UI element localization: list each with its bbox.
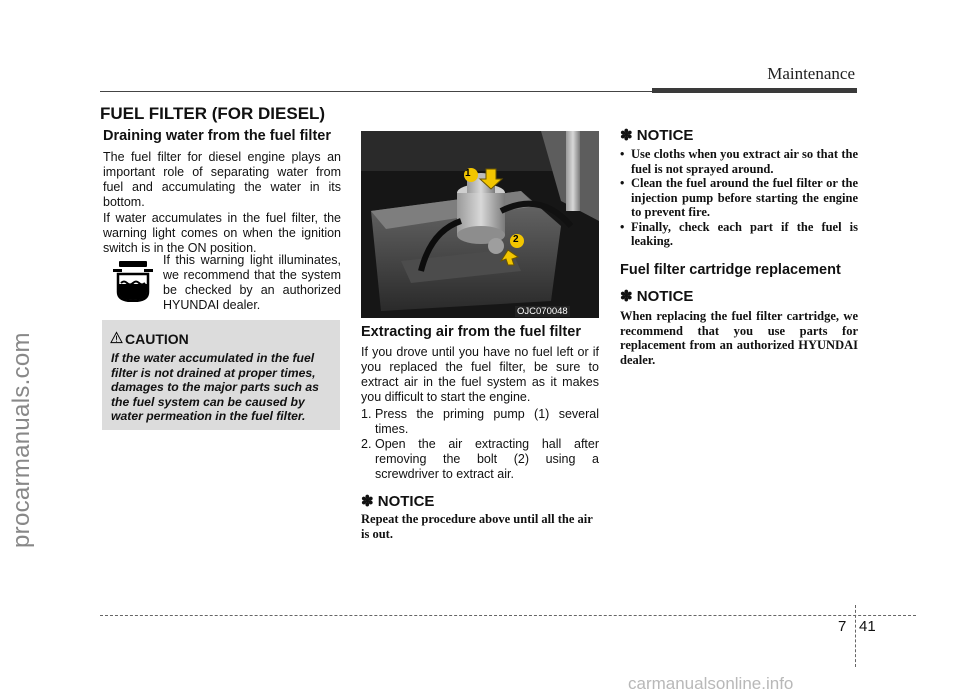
notice-title: ✽ NOTICE — [620, 127, 694, 144]
warning-note: If this warning light illuminates, we recommend that the system be checked by an authorized HYUNDAI dealer. — [163, 253, 341, 312]
paragraph: The fuel filter for diesel engine plays an important role of separating water from fuel and accumulating the water in its bottom. — [103, 150, 341, 209]
step-number: 2. — [361, 437, 372, 451]
subheading-cartridge-replacement: Fuel filter cartridge replacement — [620, 262, 841, 278]
notice-title: ✽ NOTICE — [620, 288, 694, 305]
step-text: Open the air extracting hall after removing the bolt (2) using a screwdriver to extract air. — [375, 437, 599, 481]
watermark: procarmanuals.com — [8, 332, 35, 548]
subheading-extracting-air: Extracting air from the fuel filter — [361, 324, 581, 340]
engine-illustration — [361, 131, 599, 318]
notice-title: ✽ NOTICE — [361, 493, 435, 510]
paragraph: If you drove until you have no fuel left or if you replaced the fuel filter, be sure to extract air in the fuel system as it makes you difficult to start the engine. — [361, 345, 599, 404]
list-item: • Use cloths when you extract air so that the fuel is not sprayed around. — [620, 147, 858, 176]
callout-2: 2 — [513, 234, 519, 245]
list-item: • Finally, check each part if the fuel is leaking. — [620, 219, 858, 248]
step-text: Press the priming pump (1) several times. — [375, 407, 599, 436]
caution-title: CAUTION — [125, 331, 189, 347]
header-rule-accent — [652, 88, 857, 93]
step-item — [361, 407, 599, 437]
chapter-number: 7 — [838, 618, 847, 635]
footer-divider — [855, 605, 856, 667]
section-title: FUEL FILTER (FOR DIESEL) — [100, 104, 326, 123]
photo-code: OJC070048 — [517, 306, 568, 317]
notice-bullet-list — [620, 147, 858, 249]
notice-text: When replacing the fuel filter cartridge, we recommend that you use parts for replacement from an authorized HYUNDAI dealer. — [620, 309, 858, 367]
subheading-draining: Draining water from the fuel filter — [103, 128, 331, 144]
step-number: 1. — [361, 407, 372, 421]
header-rule — [100, 91, 652, 92]
site-watermark: carmanualsonline.info — [628, 674, 794, 693]
step-item — [361, 437, 599, 482]
notice-text: Repeat the procedure above until all the air is out. — [361, 512, 593, 541]
page-header-title: Maintenance — [767, 64, 855, 83]
caution-triangle-icon — [110, 331, 123, 344]
callout-1: 1 — [465, 168, 471, 179]
footer-rule — [100, 615, 916, 616]
caution-text: If the water accumulated in the fuel filter is not drained at proper times, damages to the major parts such as the fuel system can be caused by water permeation in the fuel filter. — [111, 351, 319, 424]
paragraph: If water accumulates in the fuel filter, the warning light comes on when the ignition switch is in the ON position. — [103, 211, 341, 255]
fuel-filter-photo — [361, 131, 599, 318]
page-number: 41 — [859, 618, 876, 635]
water-in-fuel-warning-icon — [113, 258, 153, 302]
list-item: • Clean the fuel around the fuel filter or the injection pump before starting the engine to prevent fire. — [620, 176, 858, 219]
